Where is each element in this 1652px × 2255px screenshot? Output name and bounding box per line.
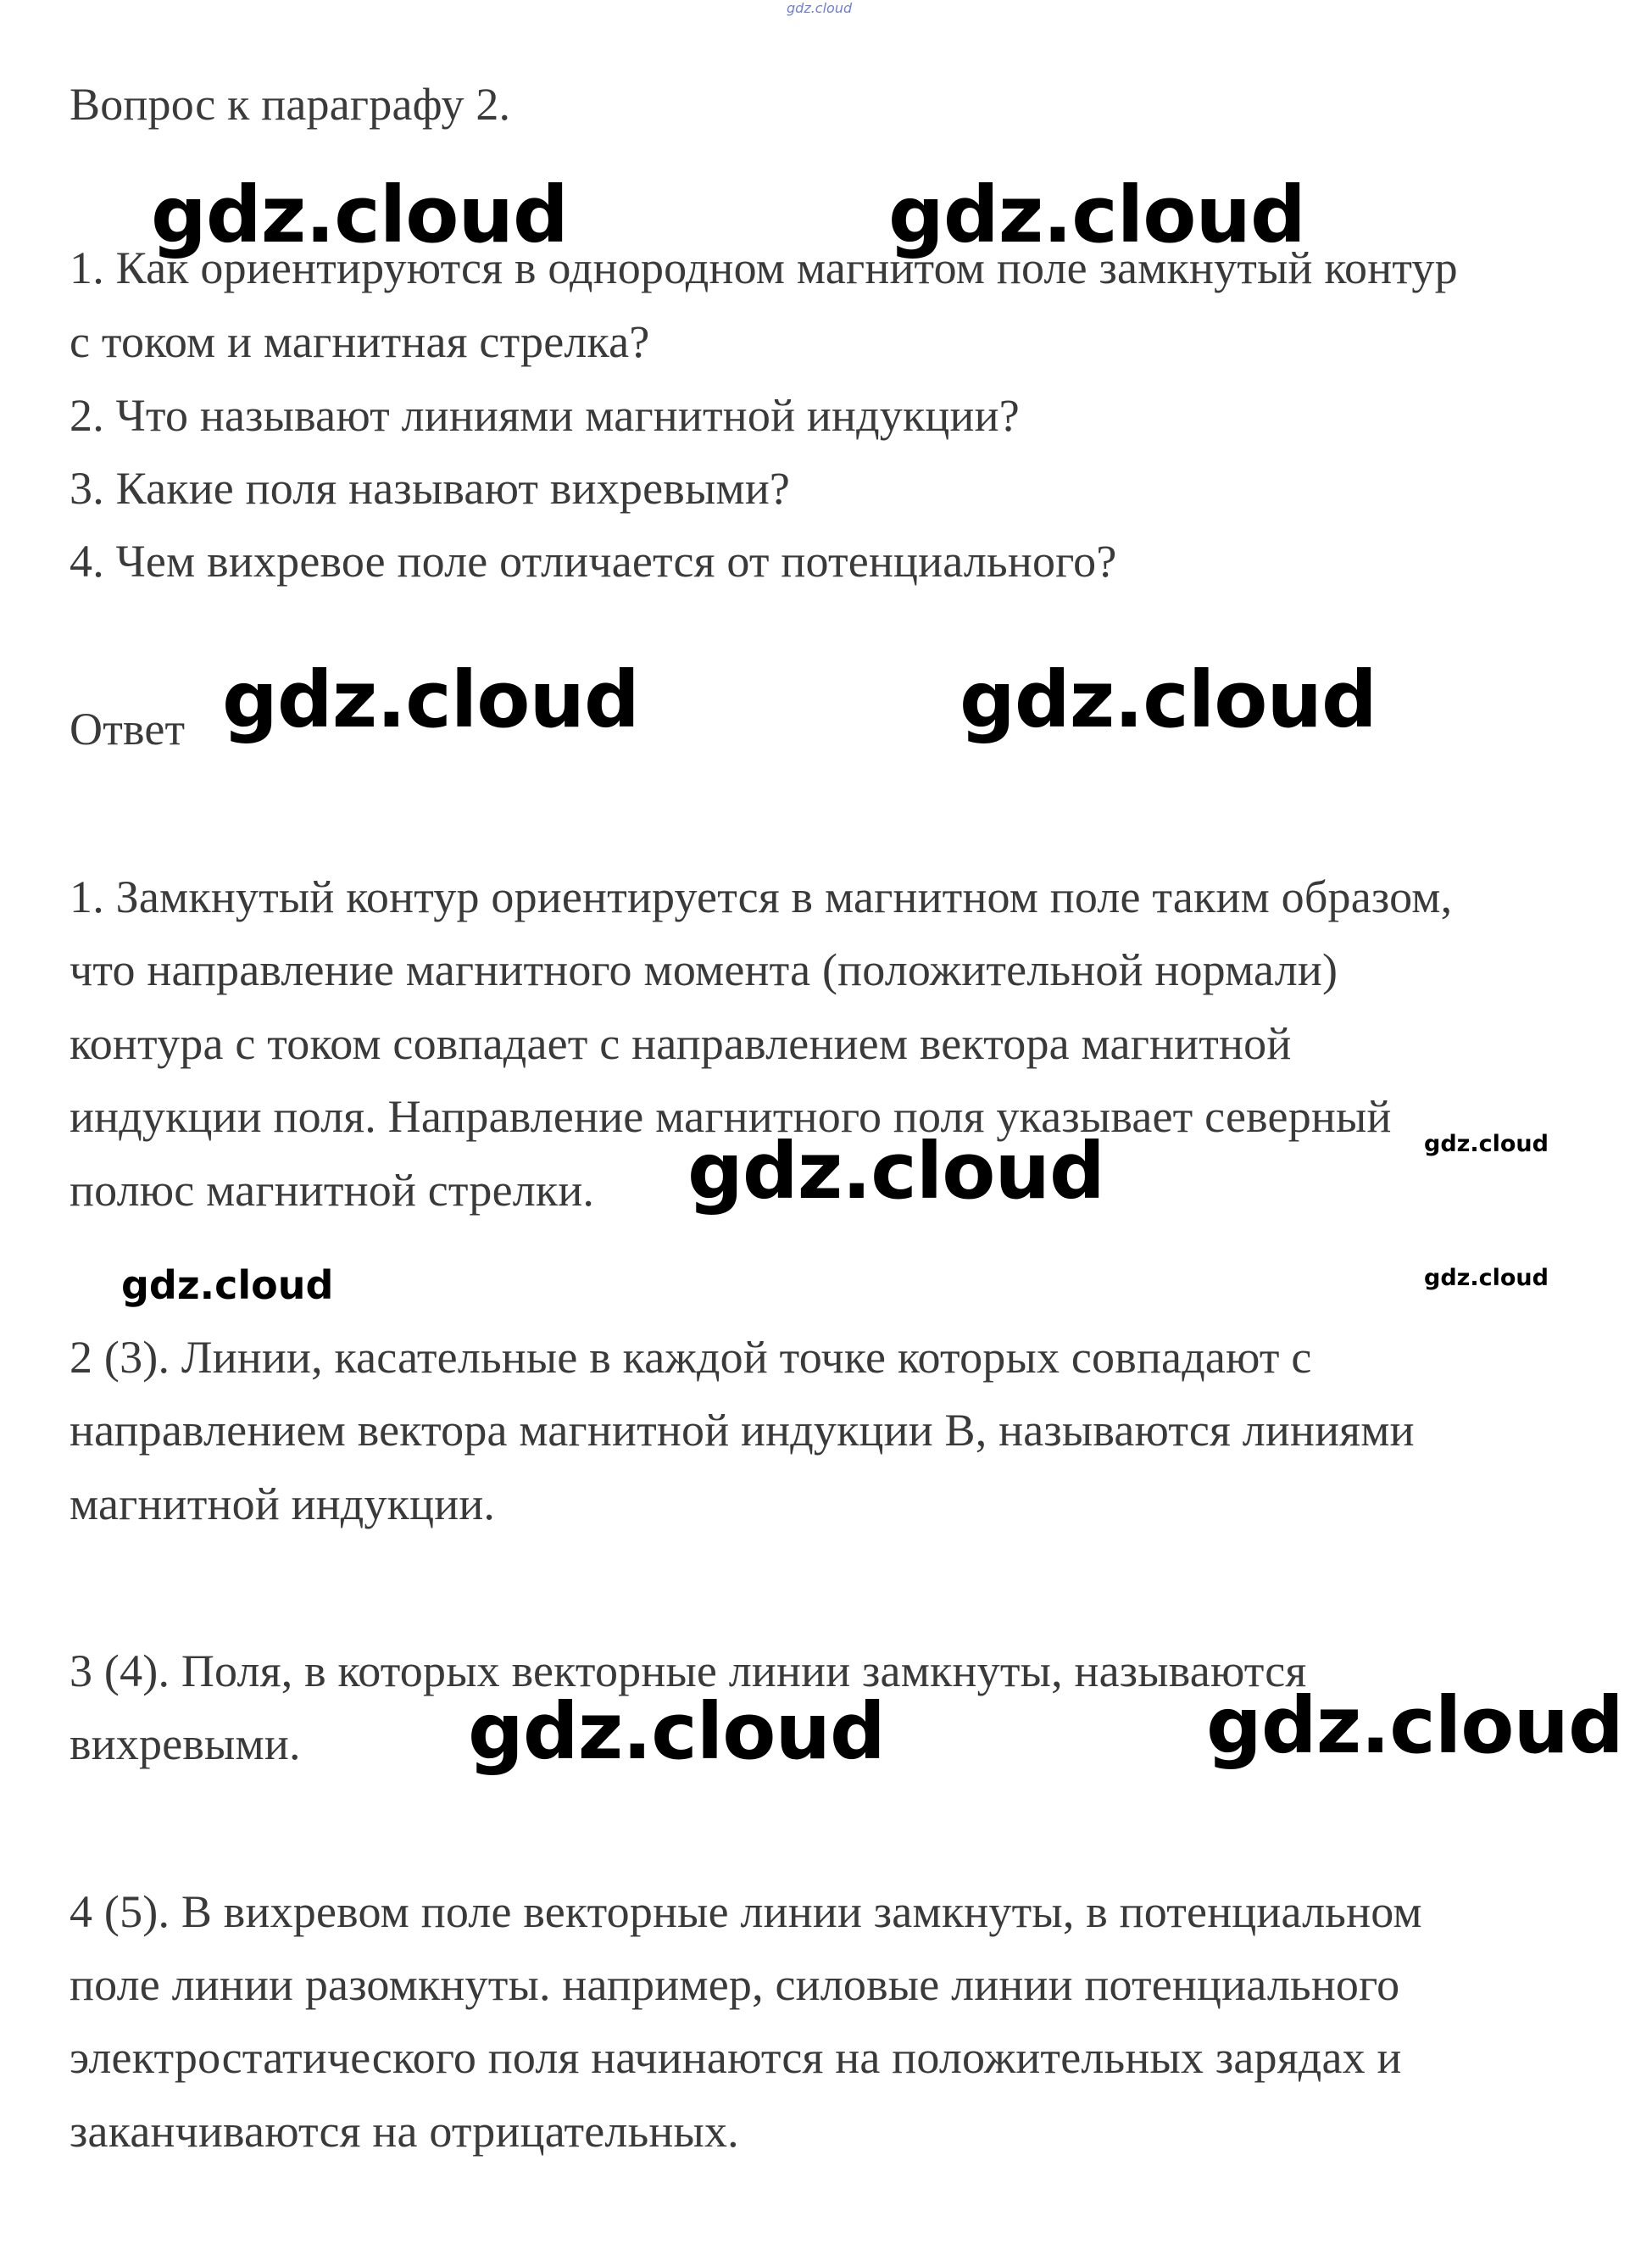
- answer-line: 4 (5). В вихревом поле векторные линии замкнуты, в потенциальном: [70, 1886, 1422, 1937]
- answer-line: 1. Замкнутый контур ориентируется в магнитном поле таким образом,: [70, 871, 1453, 922]
- answer-line: вихревыми.: [70, 1718, 301, 1769]
- answer-line: 3 (4). Поля, в которых векторные линии замкнуты, называются: [70, 1645, 1307, 1696]
- answer-line: полюс магнитной стрелки.: [70, 1165, 595, 1216]
- answer-line: индукции поля. Направление магнитного поля указывает северный: [70, 1091, 1392, 1142]
- watermark: gdz.cloud: [888, 170, 1305, 260]
- watermark: gdz.cloud: [1424, 1131, 1549, 1157]
- watermark: gdz.cloud: [1206, 1680, 1623, 1771]
- watermark: gdz.cloud: [687, 1126, 1104, 1217]
- watermark: gdz.cloud: [959, 654, 1377, 745]
- page-heading: Вопрос к параграфу 2.: [70, 79, 511, 130]
- answer-line: магнитной индукции.: [70, 1478, 496, 1529]
- question-line: 3. Какие поля называют вихревыми?: [70, 463, 791, 514]
- answer-line: что направление магнитного момента (положительной нормали): [70, 944, 1338, 995]
- answer-line: поле линии разомкнуты. например, силовые линии потенциального: [70, 1959, 1400, 2010]
- watermark: gdz.cloud: [151, 170, 568, 260]
- answer-label: Ответ: [70, 704, 186, 754]
- watermark: gdz.cloud: [222, 654, 639, 745]
- answer-line: направлением вектора магнитной индукции В, называются линиями: [70, 1405, 1415, 1456]
- answer-line: электростатического поля начинаются на положительных зарядах и: [70, 2032, 1402, 2083]
- question-line: 1. Как ориентируются в однородном магнитом поле замкнутый контур: [70, 242, 1458, 293]
- watermark: gdz.cloud: [468, 1686, 885, 1777]
- answer-line: заканчиваются на отрицательных.: [70, 2106, 739, 2157]
- answer-line: 2 (3). Линии, касательные в каждой точке которых совпадают с: [70, 1332, 1312, 1383]
- watermark: gdz.cloud: [1424, 1265, 1549, 1291]
- question-line: 2. Что называют линиями магнитной индукции?: [70, 390, 1020, 441]
- top-watermark: gdz.cloud: [787, 0, 853, 16]
- question-line: с током и магнитная стрелка?: [70, 316, 650, 367]
- question-line: 4. Чем вихревое поле отличается от потенциального?: [70, 536, 1117, 587]
- answer-line: контура с током совпадает с направлением вектора магнитной: [70, 1018, 1292, 1069]
- watermark: gdz.cloud: [121, 1262, 334, 1308]
